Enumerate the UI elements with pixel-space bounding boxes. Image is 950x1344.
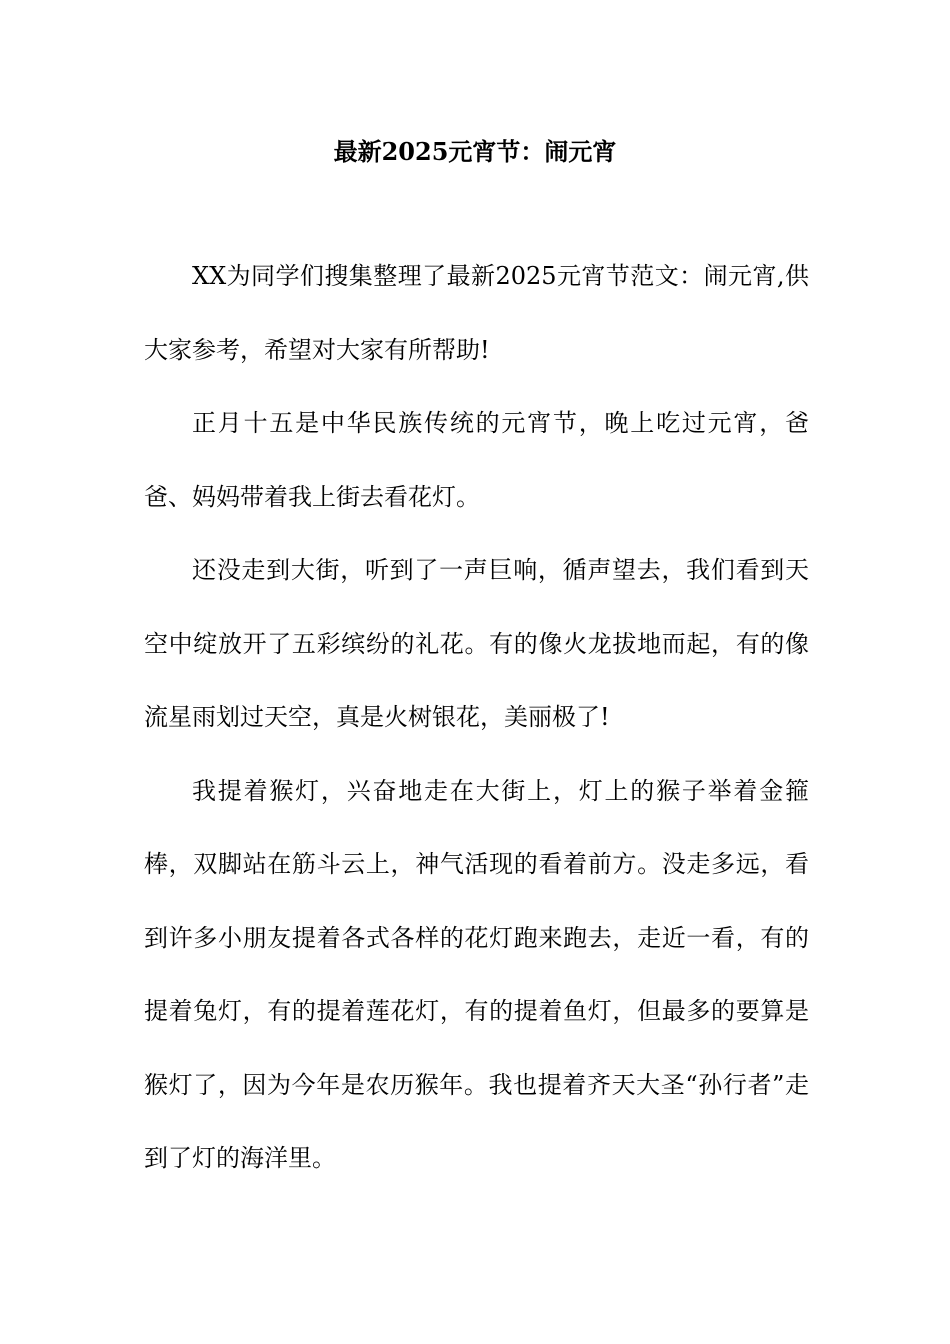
document-body — [144, 240, 809, 1196]
paragraph-lanterns: 我提着猴灯，兴奋地走在大街上，灯上的猴子举着金箍棒，双脚站在筋斗云上，神气活现的看着前方。没走多远，看到许多小朋友提着各式各样的花灯跑来跑去，走近一看，有的提着兔灯，有的提着莲花灯，有的提着鱼灯，但最多的要算是猴灯了，因为今年是农历猴年。我也提着齐天大圣“孙行者”走到了灯的海洋里。 — [144, 776, 809, 1172]
document-title: 最新2025元宵节：闹元宵 — [333, 137, 617, 166]
paragraph-festival: 正月十五是中华民族传统的元宵节，晚上吃过元宵，爸爸、妈妈带着我上街去看花灯。 — [144, 409, 809, 511]
paragraph-fireworks: 还没走到大街，听到了一声巨响，循声望去，我们看到天空中绽放开了五彩缤纷的礼花。有的像火龙拔地而起，有的像流星雨划过天空，真是火树银花，美丽极了! — [144, 556, 809, 731]
paragraph-intro: XX为同学们搜集整理了最新2025元宵节范文：闹元宵,供大家参考，希望对大家有所帮助! — [144, 262, 809, 364]
